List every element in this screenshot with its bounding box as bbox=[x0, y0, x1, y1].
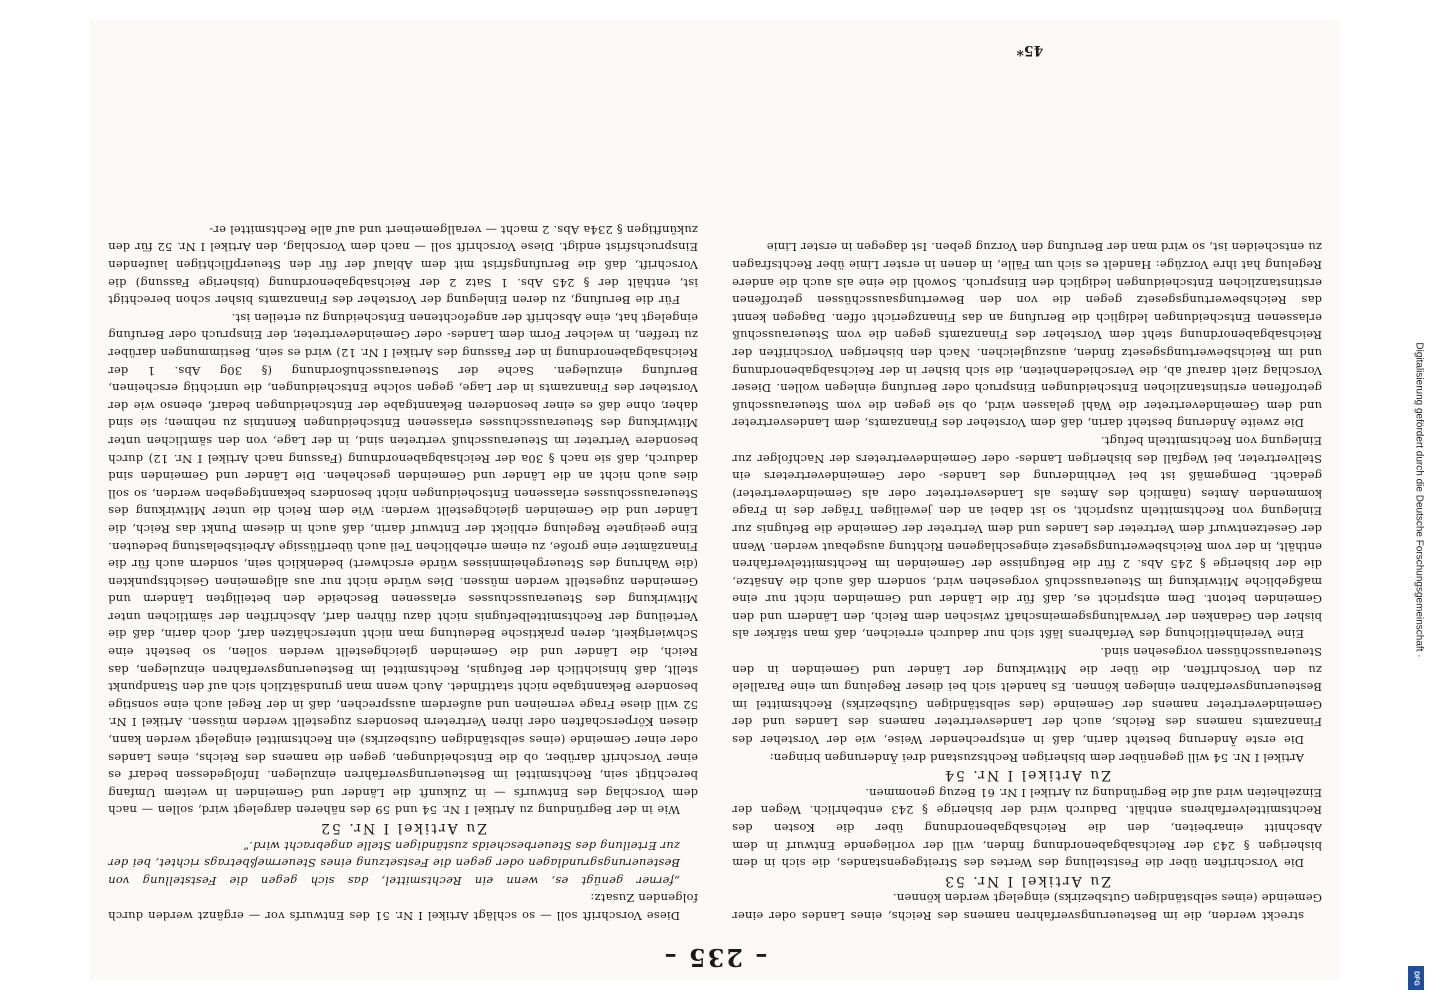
right-column bbox=[108, 74, 698, 924]
paragraph: Eine Vereinheitlichung des Verfahrens läßt sich nur dadurch erreichen, daß man stärker als bisher den Gedanken der Verwaltungsgemeinschaft zwischen dem Reich, den Ländern und den Gemeinden betont. Dem entspricht es, daß für die Länder und Gemeinden nicht nur eine maßgebliche Mitwirkung im Steuerausschuß vorgesehen wird, sondern daß auch die Ansätze, die der bisherige § 245 Abs. 2 für die Befugnisse der Gemeinden im Rechtsmittelverfahren enthält, in der vom Reichsbewertungsgesetz eingeschlagenen Richtung ausgebaut werden. Wenn der Gesetzentwurf dem Vertreter des Landes und dem Vertreter der Gemeinde die Befugnis zur Einlegung von Rechtsmitteln zuspricht, so ist dabei an den jeweiligen Träger des in Frage kommenden Amtes (nämlich des Amtes als Landesvertreter oder als Gemeindevertreter) gedacht. Demgemäß ist bei Verhinderung des Landes- oder Gemeindevertreters ein Stellvertreter, bei Wegfall des bisherigen Landes- oder Gemeindevertreters der Nachfolger zur Einlegung von Rechtsmitteln befugt. bbox=[732, 433, 1322, 642]
sheet-signature: 45* bbox=[1016, 42, 1044, 58]
paragraph: Für die Berufung, zu deren Einlegung der Vorsteher des Finanzamts bisher schon berechtigt ist, enthält der § 245 Abs. 1 Satz 2 der Reichsabgabenordnung (bisherige Fassung) die Vorschrift, daß die Berufungsfrist mit dem Ablauf der für den Steuerpflichtigen laufenden Einspruchsfrist endigt. Diese Vorschrift soll — nach dem Vorschlag, den Artikel I Nr. 52 für den zukünftigen § 234a Abs. 2 macht — verallgemeinert und auf alle Rechtsmittel er- bbox=[108, 222, 698, 308]
section-heading: Zu Artikel I Nr. 52 bbox=[319, 820, 487, 837]
digitization-footer bbox=[1408, 0, 1430, 1000]
paragraph: Die Vorschriften über die Feststellung des Wertes des Streitgegenstandes, die sich in dem bisherigen § 243 der Reichsabgabenordnung finden, will der vorliegende Entwurf in dem Abschnitt einarbeiten, den die Reichsabgabenordnung über die Kosten des Rechtsmittelverfahrens enthält. Dadurch wird der bisherige § 243 entbehrlich. Wegen der Einzelheiten wird auf die Begründung zu Artikel I Nr. 61 Bezug genommen. bbox=[732, 785, 1322, 871]
paragraph: streckt werden, die im Besteuerungsverfahren namens des Reichs, eines Landes oder einer Gemeinde (eines selbständigen Gutsbezirks) eingelegt werden können. bbox=[732, 891, 1322, 923]
paragraph: Diese Vorschrift soll — so schlägt Artikel I Nr. 51 des Entwurfs vor — ergänzt werden durch folgenden Zusatz: bbox=[108, 891, 698, 923]
left-column bbox=[732, 74, 1322, 924]
paragraph: Die erste Änderung besteht darin, daß in entsprechender Weise, wie der Vorsteher des Finanzamts namens des Reichs, auch der Landesvertreter namens des Landes und der Gemeindevertreter namens der Gemeinde (des selbständigen Gutsbezirks) Rechtsmittel im Besteuerungsverfahren einlegen können. Es handelt sich bei dieser Regelung um eine Parallele zu den Vorschriften, die über die Mitwirkung der Länder und Gemeinden in den Steuerausschüssen vorgesehen sind. bbox=[732, 645, 1322, 748]
dfg-logo-icon: DFG bbox=[1408, 966, 1424, 990]
paragraph: Artikel I Nr. 54 will gegenüber dem bisherigen Rechtszustand drei Änderungen bringen: bbox=[769, 750, 1304, 765]
funding-note: Digitalisierung gefördert durch die Deutsche Forschungsgemeinschaft · bbox=[1413, 342, 1425, 658]
paragraph: Die zweite Änderung besteht darin, daß dem Vorsteher des Finanzamts, dem Landesvertreter und dem Gemeindevertreter die Wahl gelassen wird, ob sie gegen die vom Steuerausschuß getroffenen erstinstanzlichen Entscheidungen Einspruch oder Berufung einlegen wollen. Dieser Vorschlag zielt darauf ab, die Verschiedenheiten, die sich bisher in der Reichsabgabenordnung und im Reichsbewertungsgesetz finden, auszugleichen. Nach den bisherigen Vorschriften der Reichsabgabenordnung steht dem Vorsteher des Finanzamts gegen die vom Steuerausschuß erlassenen Entscheidungen lediglich die Berufung an das Finanzgericht offen. Dagegen kennt das Reichsbewertungsgesetz gegen die von den Bewertungsausschüssen getroffenen erstinstanzlichen Entscheidungen lediglich den Einspruch. Sowohl die eine als auch die andere Regelung hat ihre Vorzüge: Handelt es sich um Fälle, in denen in erster Linie über Rechtsfragen zu entscheiden ist, so wird man der Berufung den Vorzug geben. Ist dagegen in erster Linie bbox=[732, 240, 1322, 431]
scanned-page bbox=[90, 20, 1340, 980]
page-content-rotated bbox=[90, 20, 1340, 980]
paragraph: Wie in der Begründung zu Artikel I Nr. 54 und 59 des näheren dargelegt wird, sollen — nach dem Vorschlag des Entwurfs — in Zukunft die Länder und Gemeinden in weitem Umfang berechtigt sein, Rechtsmittel im Besteuerungsverfahren einzulegen. Infolgedessen bedarf es einer Vorschrift darüber, ob die Entscheidungen, gegen die namens des Reichs, eines Landes oder einer Gemeinde (eines selbständigen Gutsbezirks) ein Rechtsmittel eingelegt werden kann, diesen Körperschaften oder ihren Vertretern besonders zugestellt werden müssen. Artikel I Nr. 52 will diese Frage verneinen und außerdem aussprechen, daß in der Regel auch eine sonstige besondere Bekanntgabe nicht stattfindet. Auch wenn man grundsätzlich sich auf den Standpunkt stellt, daß hinsichtlich der Befugnis, Rechtsmittel im Besteuerungsverfahren einzulegen, das Reich, die Länder und die Gemeinden gleichgestellt werden sollen, so besteht eine Schwierigkeit, deren praktische Bedeutung man nicht unterschätzen darf, doch darin, daß die Verteilung der Rechtsmittelbefugnis nicht dazu führen darf, Abschriften der sämtlichen unter Mitwirkung des Steuerausschusses erlassenen Bescheide den beteiligten Ländern und Gemeinden zugestellt werden müssen. Dies würde nicht nur aus allgemeinen Gesichtspunkten (die Wahrung des Steuergeheimnisses würde erschwert) bedenklich sein, sondern auch für die Finanzämter eine große, zu einem erheblichen Teil auch überflüssige Arbeitsbelastung bedeuten. Eine geeignete Regelung erblickt der Entwurf darin, daß auch in diesem Punkt das Reich, die Länder und die Gemeinden gleichgestellt werden: Wie dem Reich die unter Mitwirkung des Steuerausschusses erlassenen Entscheidungen nicht besonders bekanntgegeben werden, so soll dies auch nicht an die Länder und Gemeinden geschehen. Die Länder und Gemeinden sind dadurch, daß sie nach § 30a der Reichsabgabenordnung (Fassung nach Artikel I Nr. 12) durch besondere Vertreter im Steuerausschuß vertreten sind, in der Lage, von den sämtlichen unter Mitwirkung des Steuerausschusses erlassenen Entscheidungen Kenntnis zu nehmen; sie sind daher, ohne daß es einer besonderen Bekanntgabe der Entscheidungen bedarf, ebenso wie der Vorsteher des Finanzamts in der Lage, gegen solche Entscheidungen, die unrichtig erscheinen, Berufung einzulegen. Sache der Steuerausschußordnung (§ 30g Abs. 1 der Reichsabgabenordnung in der Fassung des Artikel I Nr. 12) wird es sein, Bestimmungen darüber zu treffen, in welcher Form dem Landes- oder Gemeindevertreter, der Einspruch oder Berufung eingelegt hat, eine Abschrift der angefochtenen Entscheidung zu erteilen ist. bbox=[108, 310, 698, 818]
section-heading: Zu Artikel I Nr. 53 bbox=[943, 872, 1111, 889]
page-number: – 235 – bbox=[662, 943, 768, 972]
quoted-amendment: „ferner genügt es, wenn ein Rechtsmittel, das sich gegen die Feststellung von Besteuerungsgrundlagen oder gegen die Festsetzung eines Steuermeßbetrags richtet, bei der zur Erteilung des Steuerbescheids zuständigen Stelle angebracht wird.“ bbox=[108, 838, 680, 888]
section-heading: Zu Artikel I Nr. 54 bbox=[943, 767, 1111, 784]
